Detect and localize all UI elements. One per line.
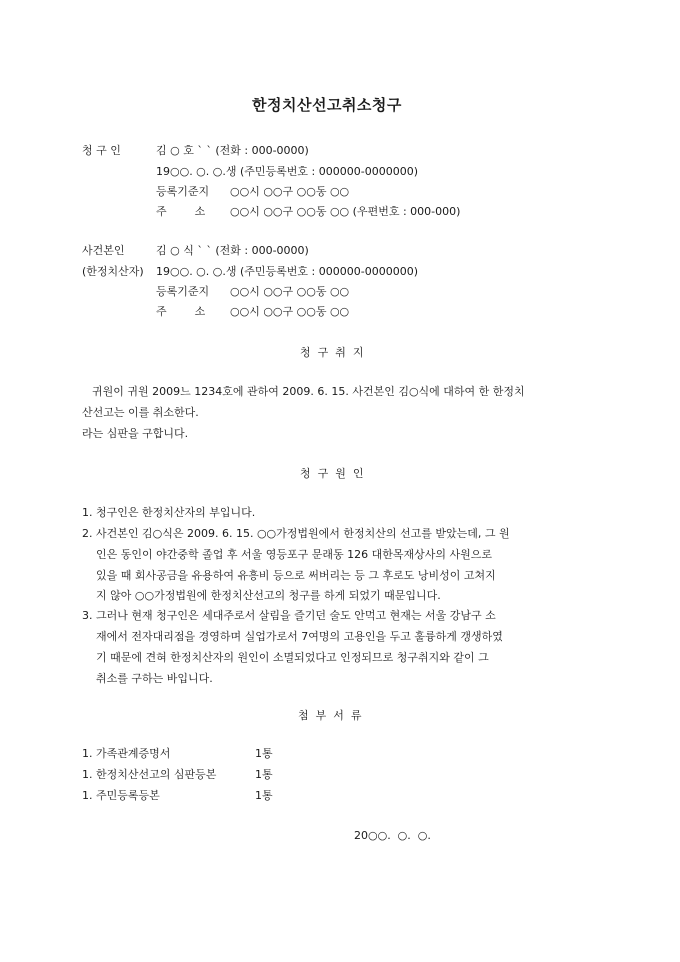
purpose-line: 라는 심판을 구합니다. [82, 427, 189, 440]
attachment-number: 1. [82, 747, 93, 760]
cause-item-line: 있을 때 회사공금을 유용하여 유흥비 등으로 써버리는 등 그 후로도 낭비성이 고쳐지 [96, 569, 496, 582]
cause-item-line: 사건본인 김○식은 2009. 6. 15. ○○가정법원에서 한정치산의 선고를 받았는데, 그 원 [96, 527, 510, 540]
claimant-registry-label: 등록기준지 [156, 185, 210, 198]
cause-item-line: 그러나 현재 청구인은 세대주로서 살림을 즐기던 술도 안먹고 현재는 서울 강남구 소 [96, 609, 496, 622]
claimant-registry-value: ○○시 ○○구 ○○동 ○○ [230, 185, 350, 198]
cause-item-line: 재에서 전자대리점을 경영하며 실업가로서 7여명의 고용인을 두고 훌륭하게 갱생하였 [96, 630, 503, 643]
cause-item-number: 3. [82, 609, 93, 622]
subject-registry-label: 등록기준지 [156, 285, 210, 298]
attachment-name: 주민등록등본 [96, 789, 160, 802]
cause-item-number: 1. [82, 506, 93, 519]
subject-sublabel: (한정치산자) [82, 265, 144, 278]
cause-item-line: 취소를 구하는 바입니다. [96, 672, 213, 685]
attachment-number: 1. [82, 789, 93, 802]
document-title: 한정치산선고취소청구 [252, 96, 402, 114]
purpose-line: 산선고는 이를 취소한다. [82, 406, 199, 419]
subject-address-value: ○○시 ○○구 ○○동 ○○ [230, 305, 350, 318]
document-date: 20○○. ○. ○. [354, 829, 431, 842]
subject-registry-value: ○○시 ○○구 ○○동 ○○ [230, 285, 350, 298]
cause-item-line: 인은 동인이 야간중학 졸업 후 서울 영등포구 문래동 126 대한목재상사의 사원으로 [96, 548, 492, 561]
claimant-address-value: ○○시 ○○구 ○○동 ○○ (우편번호 : 000-000) [230, 205, 461, 218]
claimant-label: 청 구 인 [82, 144, 121, 157]
attachment-count: 1통 [255, 768, 273, 781]
subject-birth: 19○○. ○. ○.생 (주민등록번호 : 000000-0000000) [156, 265, 418, 278]
cause-item-number: 2. [82, 527, 93, 540]
purpose-heading: 청 구 취 지 [300, 346, 364, 359]
cause-item-line: 지 않아 ○○가정법원에 한정치산선고의 청구를 하게 되었기 때문입니다. [96, 589, 441, 602]
claimant-address-label: 주 소 [156, 205, 206, 218]
subject-address-label: 주 소 [156, 305, 206, 318]
attachment-name: 한정치산선고의 심판등본 [96, 768, 217, 781]
attachments-heading: 첨 부 서 류 [298, 709, 362, 722]
subject-label: 사건본인 [82, 244, 125, 257]
attachment-count: 1통 [255, 747, 273, 760]
attachment-number: 1. [82, 768, 93, 781]
claimant-name: 김 ○ 호 ` ` (전화 : 000-0000) [156, 144, 309, 157]
purpose-line: 귀원이 귀원 2009느 1234호에 관하여 2009. 6. 15. 사건본인 김○식에 대하여 한 한정치 [92, 385, 525, 398]
cause-item-line: 청구인은 한정치산자의 부입니다. [96, 506, 256, 519]
attachment-name: 가족관계증명서 [96, 747, 171, 760]
attachment-count: 1통 [255, 789, 273, 802]
claimant-birth: 19○○. ○. ○.생 (주민등록번호 : 000000-0000000) [156, 165, 418, 178]
subject-name: 김 ○ 식 ` ` (전화 : 000-0000) [156, 244, 309, 257]
cause-item-line: 기 때문에 견혀 한정치산자의 원인이 소멸되었다고 인정되므로 청구취지와 같이 그 [96, 651, 489, 664]
cause-heading: 청 구 원 인 [300, 467, 364, 480]
